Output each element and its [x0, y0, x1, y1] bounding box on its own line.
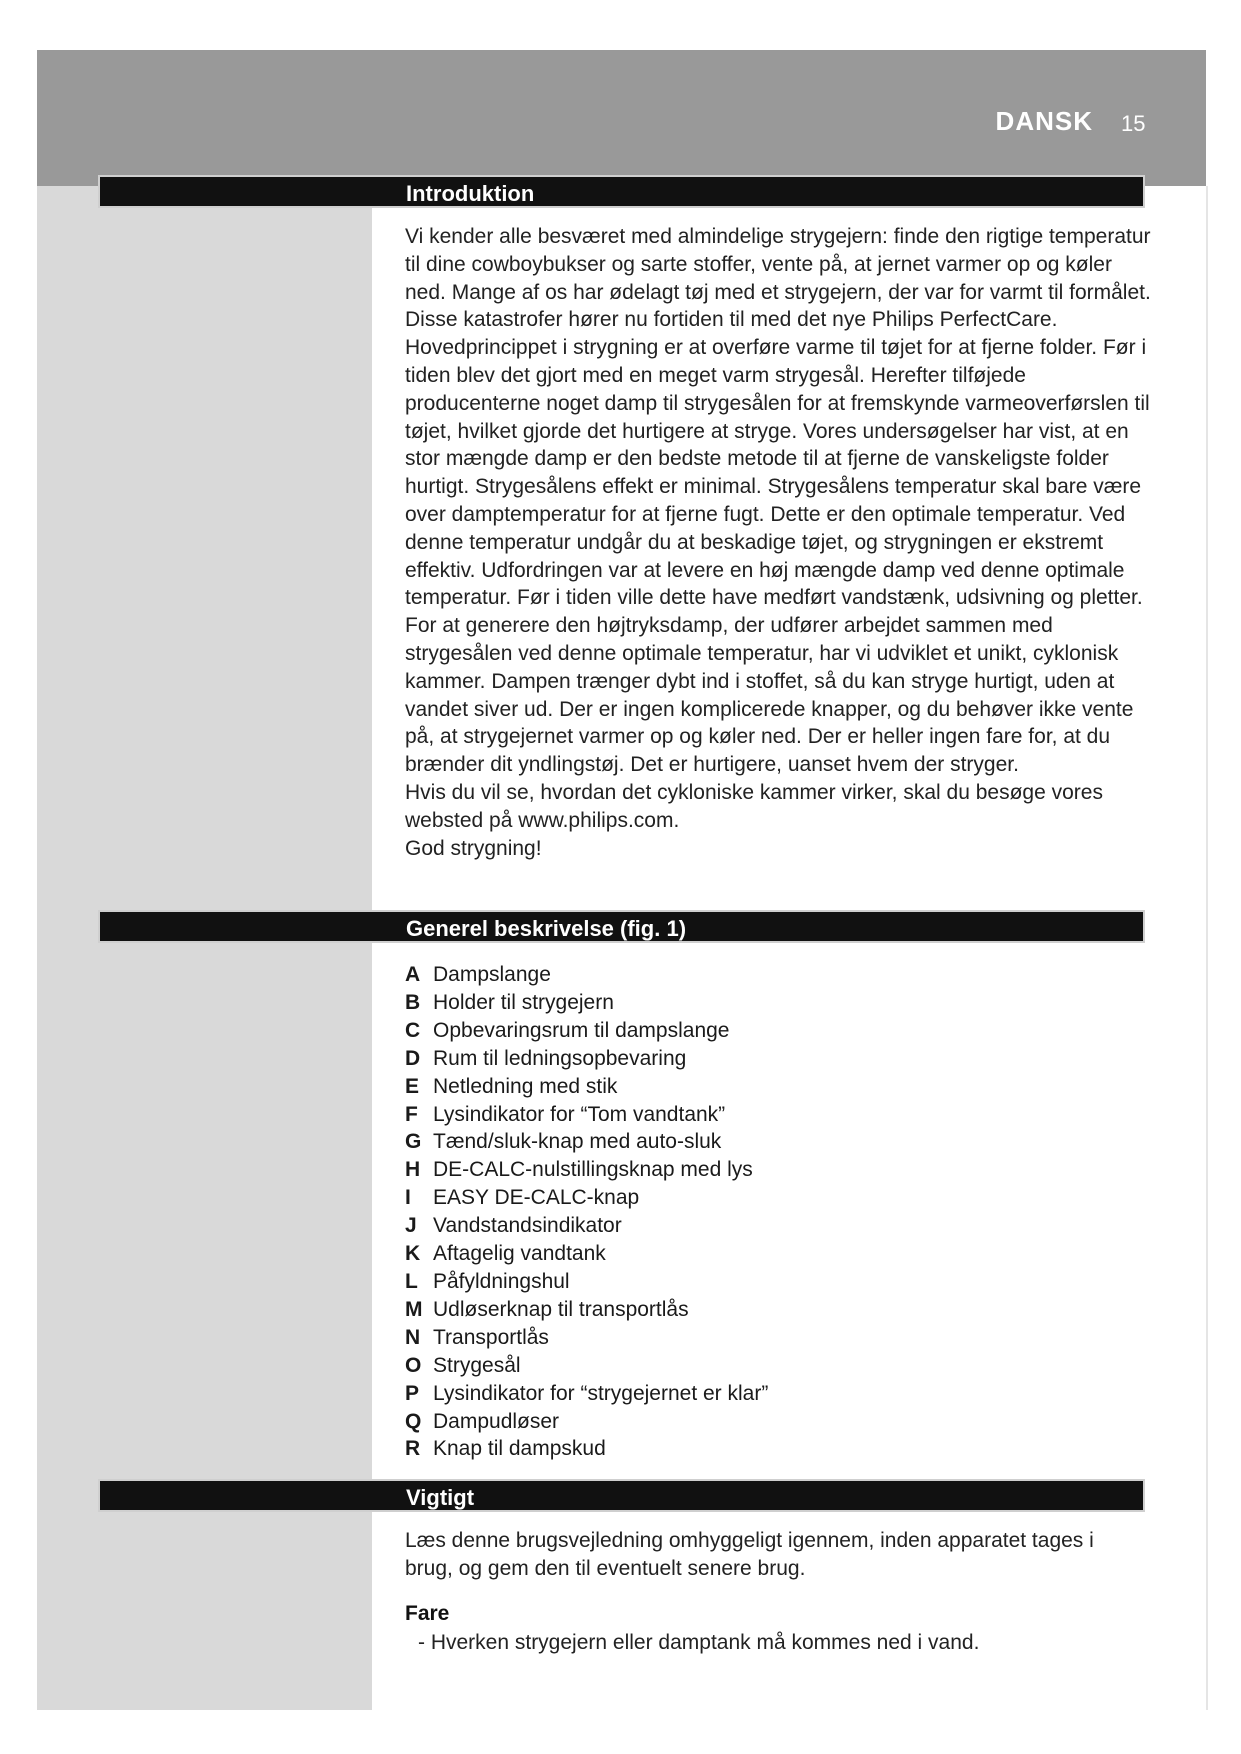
- section-bar-introduktion: [98, 175, 1145, 208]
- part-label: Dampslange: [433, 963, 551, 986]
- part-item: [405, 1017, 1105, 1045]
- part-item: [405, 989, 1105, 1017]
- section-bar-vigtigt: [98, 1479, 1145, 1512]
- part-item: [405, 1408, 1105, 1436]
- part-label: Lysindikator for “strygejernet er klar”: [433, 1381, 769, 1405]
- part-label: Netledning med stik: [433, 1074, 618, 1098]
- part-letter: A: [405, 963, 421, 986]
- part-item: [405, 1156, 1105, 1184]
- part-item: [405, 1128, 1105, 1156]
- part-item: [405, 1380, 1105, 1408]
- part-letter: J: [405, 1214, 417, 1238]
- part-label: Påfyldningshul: [433, 1269, 570, 1293]
- section-title: Vigtigt: [406, 1485, 475, 1510]
- part-item: [405, 1073, 1105, 1101]
- part-label: Strygesål: [433, 1353, 521, 1377]
- part-label: Transportlås: [433, 1325, 549, 1349]
- intro-paragraph: God strygning!: [405, 836, 542, 860]
- part-label: Dampudløser: [433, 1409, 560, 1433]
- part-label: Rum til ledningsopbevaring: [433, 1046, 687, 1070]
- part-letter: B: [405, 990, 421, 1014]
- danger-heading: Fare: [405, 1602, 450, 1625]
- section-bar-generel-beskrivelse: [98, 910, 1145, 943]
- section-title: Introduktion: [406, 181, 535, 206]
- part-letter: P: [405, 1381, 420, 1405]
- language-heading: DANSK: [995, 106, 1093, 136]
- part-letter: G: [405, 1130, 422, 1154]
- part-letter: R: [405, 1437, 421, 1461]
- part-letter: F: [405, 1102, 418, 1126]
- part-label: Aftagelig vandtank: [433, 1242, 606, 1266]
- part-label: Vandstandsindikator: [433, 1214, 622, 1238]
- intro-paragraph: Vi kender alle besværet med almindelige strygejern: finde den rigtige temperatur til dine cowboybukser og sarte stoffer, vente på, at jernet varmer op og køler ned. Mange af os har ødelagt tøj med et strygejern, der var for varmt til formålet. Disse katastrofer hører nu fortiden til med det nye Philips PerfectCare.: [405, 225, 1151, 332]
- part-item: [405, 961, 1105, 989]
- part-letter: H: [405, 1158, 421, 1182]
- part-letter: D: [405, 1046, 421, 1070]
- part-item: [405, 1045, 1105, 1073]
- part-letter: N: [405, 1325, 421, 1349]
- part-letter: K: [405, 1242, 421, 1266]
- part-letter: I: [405, 1186, 411, 1210]
- danger-item: - Hverken strygejern eller damptank må kommes ned i vand.: [418, 1631, 980, 1654]
- part-item: [405, 1296, 1105, 1324]
- part-label: DE-CALC-nulstillingsknap med lys: [433, 1158, 753, 1182]
- part-item: [405, 1352, 1105, 1380]
- right-edge-rule: [1206, 186, 1208, 1710]
- part-letter: Q: [405, 1409, 422, 1433]
- part-item: [405, 1268, 1105, 1296]
- intro-body: [405, 223, 1155, 862]
- page-number: 15: [1121, 111, 1146, 136]
- part-label: Opbevaringsrum til dampslange: [433, 1018, 730, 1042]
- intro-paragraph: Hvis du vil se, hvordan det cykloniske kammer virker, skal du besøge vores websted på www.philips.com.: [405, 780, 1103, 832]
- part-item: [405, 1240, 1105, 1268]
- part-item: [405, 1324, 1105, 1352]
- part-label: Udløserknap til transportlås: [433, 1297, 689, 1321]
- part-label: Lysindikator for “Tom vandtank”: [433, 1102, 726, 1126]
- part-letter: E: [405, 1074, 420, 1098]
- part-item: [405, 1435, 1105, 1463]
- part-letter: M: [405, 1297, 423, 1321]
- part-item: [405, 1101, 1105, 1129]
- part-label: Knap til dampskud: [433, 1437, 606, 1461]
- part-label: Holder til strygejern: [433, 990, 614, 1014]
- part-letter: O: [405, 1353, 422, 1377]
- part-letter: L: [405, 1269, 418, 1293]
- part-label: EASY DE-CALC-knap: [433, 1186, 640, 1210]
- part-label: Tænd/sluk-knap med auto-sluk: [433, 1130, 722, 1154]
- part-item: [405, 1184, 1105, 1212]
- part-letter: C: [405, 1018, 421, 1042]
- important-paragraph: Læs denne brugsvejledning omhyggeligt igennem, inden apparatet tages i brug, og gem den til eventuelt senere brug.: [405, 1529, 1094, 1580]
- part-item: [405, 1212, 1105, 1240]
- section-title: Generel beskrivelse (fig. 1): [406, 916, 687, 941]
- intro-paragraph: Hovedprincippet i strygning er at overføre varme til tøjet for at fjerne folder. Før i tiden blev det gjort med en meget varm strygesål. Herefter tilføjede producenterne noget damp til strygesålen for at fremskynde varmeoverførslen til tøjet, hvilket gjorde det hurtigere at stryge. Vores undersøgelser har vist, at en stor mængde damp er den bedste metode til at fjerne de vanskeligste folder hurtigt. Strygesålens effekt er minimal. Strygesålens temperatur skal bare være over damptemperatur for at fjerne fugt. Dette er den optimale temperatur. Ved denne temperatur undgår du at beskadige tøjet, og strygningen er ekstremt effektiv. Udfordringen var at levere en høj mængde damp ved denne optimale temperatur. Før i tiden ville dette have medført vandstænk, udsivning og pletter. For at generere den højtryksdamp, der udfører arbejdet sammen med strygesålen ved denne optimale temperatur, har vi udviklet et unikt, cyklonisk kammer. Dampen trænger dybt ind i stoffet, så du kan stryge hurtigt, uden at vandet siver ud. Der er ingen komplicerede knapper, og du behøver ikke vente på, at strygejernet varmer op og køler ned. Der er heller ingen fare for, at du brænder dit yndlingstøj. Det er hurtigere, uanset hvem der stryger.: [405, 336, 1150, 777]
- parts-list: [405, 961, 1105, 1463]
- important-body: [405, 1527, 1135, 1583]
